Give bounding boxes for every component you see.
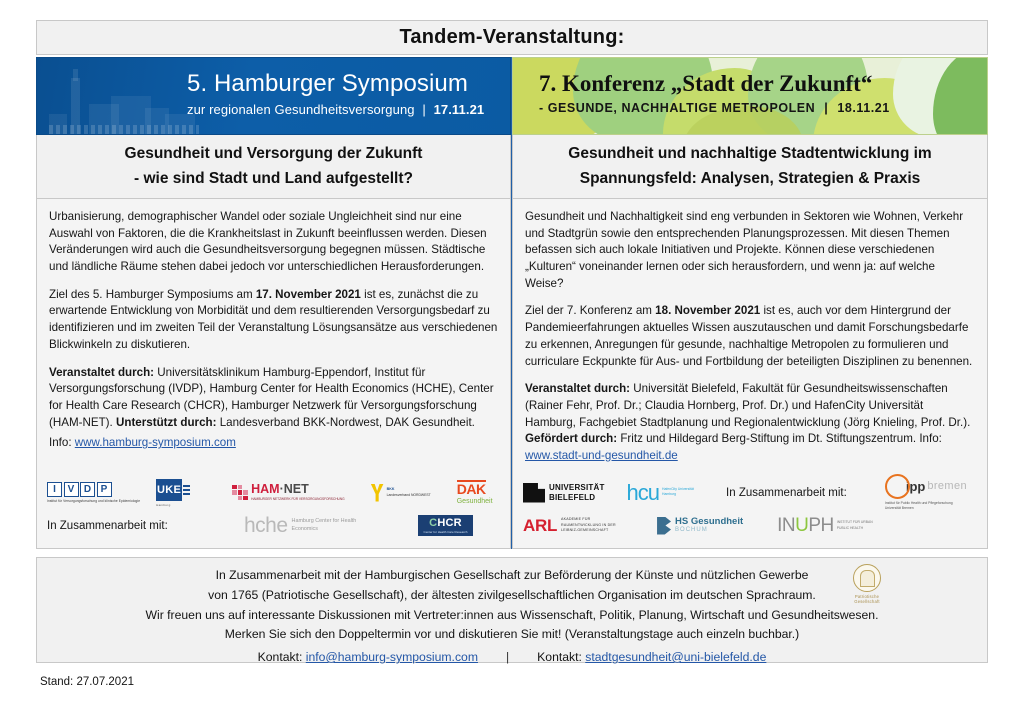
- hs-gesundheit-logo-text: HS Gesundheit: [675, 516, 744, 528]
- right-banner-date: 18.11.21: [837, 101, 890, 116]
- right-paragraph-1: Gesundheit und Nachhaltigkeit sind eng verbunden in Sektoren wie Wohnen, Verkehr und Stadtgrün sowie den entsprechenden Planungsprozessen. Mit diesen Themen befassen sich auch lokale Initiativen und Projekte. Können diese verschiedenen „Kulturen“ voneinander lernen oder sich herausfordern, und wenn ja: auf welche Weise?: [525, 210, 964, 290]
- hamburg-skyline-icon: [49, 70, 199, 134]
- left-organizer-label: Veranstaltet durch:: [49, 365, 155, 379]
- right-organizer-text: Universität Bielefeld, Fakultät für Gesundheitswissenschaften (Rainer Fehr, Prof. Dr.; Claudia Hornberg, Prof. Dr.) und HafenCity Universität Hamburg, Fachgebiet Stadtplanung und Regionalentwicklung (Jörg Knieling, Prof. Dr.).: [525, 382, 971, 429]
- right-collab-label: In Zusammenarbeit mit:: [726, 486, 847, 499]
- hamnet-logo: HAM·NET HAMBURGER NETZWERK FÜR VERSORGUNGSFORSCHUNG: [232, 483, 345, 501]
- arl-logo: [523, 517, 623, 534]
- left-support-label: Unterstützt durch:: [115, 415, 217, 429]
- uke-logo-mark: UKE: [156, 479, 182, 501]
- right-banner-subtitle: - GESUNDE, NACHHALTIGE METROPOLEN: [539, 101, 816, 116]
- left-info-paragraph: [49, 435, 498, 452]
- contact-label-1: Kontakt:: [257, 650, 306, 665]
- footer-box: [36, 557, 988, 663]
- footer-contact-row: [47, 648, 977, 668]
- left-p2-date: 17. November 2021: [255, 287, 361, 301]
- hcu-logo: [626, 479, 696, 505]
- two-column-container: [36, 57, 988, 549]
- left-info-label: Info:: [49, 436, 75, 450]
- right-organizer-label: Veranstaltet durch:: [525, 382, 631, 396]
- left-banner-title: 5. Hamburger Symposium: [187, 70, 468, 97]
- right-funding-label: Gefördert durch:: [525, 432, 618, 446]
- left-banner-text: [187, 70, 502, 117]
- bkk-logo-mark: [371, 484, 384, 502]
- patriotische-gesellschaft-logo: [845, 564, 889, 604]
- hs-gesundheit-logo-mark: [657, 517, 671, 535]
- patriotische-gesellschaft-caption: Patriotische Gesellschaft: [854, 594, 880, 604]
- right-funding-text: Fritz und Hildegard Berg-Stiftung im Dt. Stiftungszentrum. Info:: [617, 432, 942, 446]
- left-banner-date: 17.11.21: [433, 101, 485, 117]
- right-body-box: [512, 199, 988, 549]
- bkk-nordwest-logo: [371, 484, 431, 502]
- left-banner-separator: |: [422, 101, 426, 117]
- bielefeld-logo-text: UNIVERSITÄT BIELEFELD: [549, 482, 605, 502]
- chcr-logo-caption: Center for Health Care Research: [423, 530, 468, 534]
- right-banner-text: [539, 71, 977, 115]
- dak-logo-caption: Gesundheit: [456, 497, 493, 505]
- hs-gesundheit-logo: [657, 517, 743, 535]
- stadt-und-gesundheit-link[interactable]: www.stadt-und-gesundheit.de: [525, 448, 678, 462]
- ivdp-logo-caption: Institut für Versorgungsforschung und klinische Epidemiologie: [47, 498, 141, 503]
- right-logo-row-1: [523, 476, 977, 509]
- hs-gesundheit-logo-caption: BOCHUM: [675, 527, 708, 534]
- contact-email-bielefeld[interactable]: stadtgesundheit@uni-bielefeld.de: [585, 650, 767, 665]
- bkk-logo-text: BKK: [386, 487, 395, 492]
- ivdp-logo: I V D P Institut für Versorgungsforschung und klinische Epidemiologie: [47, 484, 141, 503]
- bkk-logo-caption: Landesverband NORDWEST: [386, 492, 431, 497]
- right-p2-pre: Ziel der 7. Konferenz am: [525, 304, 656, 318]
- dak-gesundheit-logo: [457, 480, 493, 504]
- right-logo-row-2: [523, 509, 977, 542]
- footer-line-4: Merken Sie sich den Doppeltermin vor und diskutieren Sie mit! (Veranstaltungstage auch einzeln buchbar.): [224, 627, 800, 642]
- universitaet-bielefeld-logo: [523, 483, 605, 503]
- hamnet-logo-mark: [232, 485, 248, 500]
- right-subtitle-box: [512, 135, 988, 199]
- contact-separator: |: [505, 650, 510, 665]
- right-subtitle-line-1: Gesundheit und nachhaltige Stadtentwicklung im: [568, 145, 932, 163]
- right-p2-date: 18. November 2021: [655, 304, 761, 318]
- left-subtitle-line-1: Gesundheit und Versorgung der Zukunft: [124, 145, 423, 163]
- footer-line-1: In Zusammenarbeit mit der Hamburgischen Gesellschaft zur Beförderung der Künste und nützlichen Gewerbe: [215, 568, 809, 582]
- hcu-logo-caption: HafenCity Universität Hamburg: [662, 487, 694, 497]
- bielefeld-logo-mark: [523, 483, 545, 503]
- stand-date: Stand: 27.07.2021: [40, 676, 134, 688]
- uke-logo: [156, 479, 190, 507]
- patriotische-gesellschaft-seal-icon: [853, 564, 881, 592]
- left-banner-subtitle-row: [187, 102, 502, 117]
- right-p2-post: ist es, auch vor dem Hintergrund der Pandemieerfahrungen aktuelles Wissen auszutauschen und damit Forschungsbedarfe zu erkennen, Anregungen für gesunde, nachhaltige Metropolen zu formulieren und curriculare Eckpunkte für Aus- und Fortbildung der beteiligten Disziplinen zu benennen.: [525, 304, 973, 368]
- left-logo-row-1: [47, 476, 500, 509]
- left-collab-label: In Zusammenarbeit mit:: [47, 519, 168, 532]
- footer-line-2: von 1765 (Patriotische Gesellschaft), der ältesten zivilgesellschaftlichen Organisation im deutschen Sprachraum.: [208, 587, 816, 602]
- left-body-box: [36, 199, 511, 549]
- chcr-logo: CHCR Center for Health Care Research: [418, 515, 474, 536]
- dak-logo-text: DAK: [456, 481, 486, 498]
- page-title-bar: [36, 20, 988, 55]
- ipp-logo-caption: Institut für Public Health und Pflegeforschung Universität Bremen: [884, 500, 953, 510]
- left-logo-area: [47, 476, 500, 542]
- contact-label-2: Kontakt:: [537, 650, 586, 665]
- left-column: [36, 57, 512, 549]
- left-organizer-text: Universitätsklinikum Hamburg-Eppendorf, Institut für Versorgungsforschung (IVDP), Hamburg Center for Health Economics (HCHE), Center for Health Care Research (CHCR), Hamburger Netzwerk für Versorgungsforschung (HAM-NET).: [49, 365, 494, 429]
- ipp-logo-ring: [885, 474, 910, 499]
- arl-logo-text: ARL: [523, 516, 558, 535]
- right-column: [512, 57, 988, 549]
- right-banner-separator: |: [824, 101, 829, 116]
- left-subtitle-box: [36, 135, 511, 199]
- hche-logo-text: hche: [244, 514, 288, 537]
- left-p2-pre: Ziel des 5. Hamburger Symposiums am: [49, 287, 256, 301]
- left-paragraph-1: Urbanisierung, demographischer Wandel oder soziale Ungleichheit sind nur eine Auswahl von Faktoren, die die Krankheitslast in Zukunft beeinflussen werden. Diesen Veränderungen wird auch die Gesundheitsversorgung begegnen müssen. Städtische und ländliche Räume stehen dabei jedoch vor unterschiedlichen Herausforderungen.: [49, 210, 487, 274]
- hche-logo-caption: Hamburg Center for Health Economics: [291, 517, 357, 532]
- inuph-logo: INUPH INSTITUT FÜR URBAN PUBLIC HEALTH: [777, 516, 883, 535]
- left-event-banner: [36, 57, 511, 135]
- arl-logo-caption: AKADEMIE FÜR RAUMENTWICKLUNG IN DER LEIBNIZ-GEMEINSCHAFT: [561, 517, 616, 533]
- uke-logo-caption: Hamburg: [156, 502, 171, 507]
- ipp-bremen-logo: ipp bremen Institut für Public Health und Pflegeforschung Universität Bremen: [885, 474, 967, 511]
- right-banner-title: 7. Konferenz „Stadt der Zukunft“: [539, 71, 873, 96]
- contact-email-hamburg[interactable]: info@hamburg-symposium.com: [305, 650, 478, 665]
- footer-line-3: Wir freuen uns auf interessante Diskussionen mit Vertreter:innen aus Wissenschaft, Politik, Planung, Wirtschaft und Gesundheitswesen.: [145, 607, 879, 622]
- left-paragraph-2: [49, 287, 498, 354]
- hamnet-logo-caption: HAMBURGER NETZWERK FÜR VERSORGUNGSFORSCHUNG: [251, 497, 345, 502]
- right-organizer-paragraph: [525, 381, 975, 464]
- inuph-logo-caption: INSTITUT FÜR URBAN PUBLIC HEALTH: [836, 520, 873, 530]
- left-organizer-paragraph: [49, 365, 498, 432]
- left-subtitle-line-2: - wie sind Stadt und Land aufgestellt?: [133, 169, 413, 187]
- hcu-logo-text: hcu: [626, 479, 660, 505]
- hamburg-symposium-link[interactable]: www.hamburg-symposium.com: [74, 436, 236, 450]
- left-logo-row-2: [47, 509, 500, 542]
- left-p2-post: ist es, zunächst die zu erwartende Entwicklung von Morbidität und dem resultierenden Versorgungsbedarf zu identifizieren und im zweiten Teil der Veranstaltung Lösungsansätze aus verschiedenen Blickwinkeln zu diskutieren.: [49, 287, 498, 351]
- left-banner-subtitle: zur regionalen Gesundheitsversorgung: [187, 101, 415, 117]
- right-paragraph-2: [525, 303, 975, 370]
- right-logo-area: [523, 476, 977, 542]
- hche-logo: [244, 515, 362, 536]
- left-support-text: Landesverband BKK-Nordwest, DAK Gesundheit.: [216, 415, 475, 429]
- right-banner-subtitle-row: [539, 101, 977, 115]
- right-event-banner: [512, 57, 988, 135]
- page-title: Tandem-Veranstaltung:: [399, 26, 625, 48]
- right-subtitle-line-2: Spannungsfeld: Analysen, Strategien & Praxis: [579, 169, 921, 187]
